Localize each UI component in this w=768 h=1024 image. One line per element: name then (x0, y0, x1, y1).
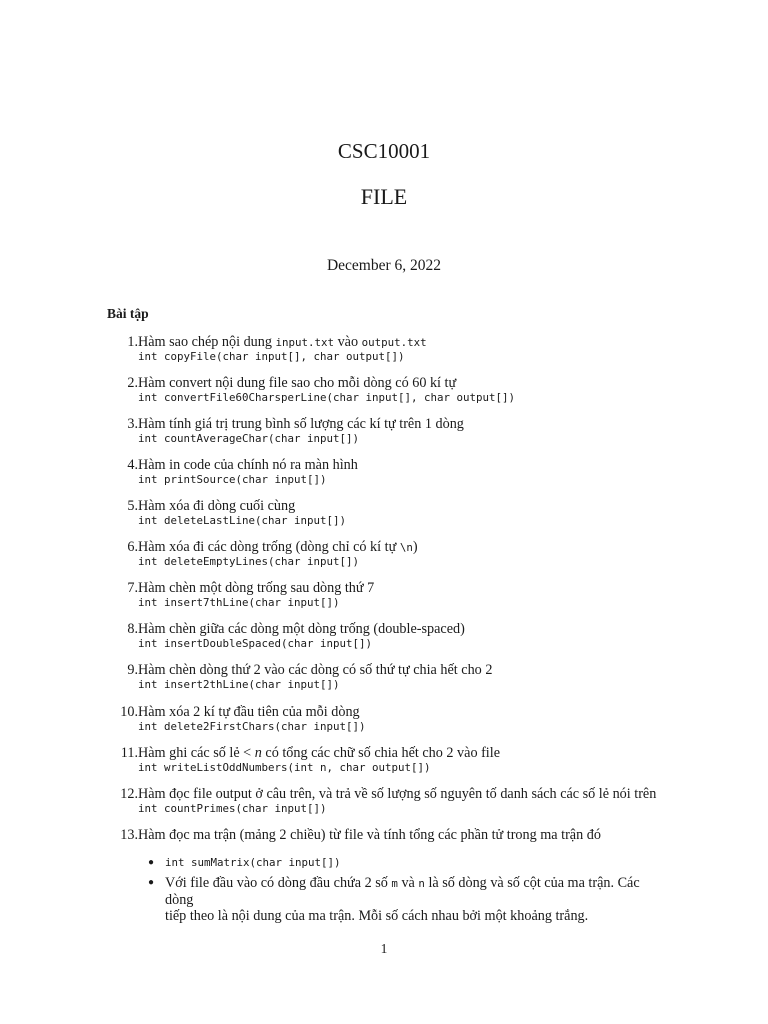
inline-code: output.txt (361, 336, 427, 349)
exercise-description: Hàm convert nội dung file sao cho mỗi dòng có 60 kí tự (138, 375, 457, 391)
exercise-description: Hàm chèn một dòng trống sau dòng thứ 7 (138, 580, 375, 596)
function-signature: int insert7thLine(char input[]) (138, 596, 340, 609)
function-signature: int countPrimes(char input[]) (138, 802, 327, 815)
function-signature: int countAverageChar(char input[]) (138, 432, 360, 445)
exercise-number: 6. (127, 539, 138, 555)
exercise-number: 10. (120, 704, 138, 720)
exercise-number: 12. (120, 786, 138, 802)
exercise-description: Hàm tính giá trị trung bình số lượng các kí tự trên 1 dòng (138, 416, 464, 432)
exercise-number: 11. (120, 745, 138, 761)
exercise-number: 13. (120, 827, 138, 843)
exercise-description: Hàm in code của chính nó ra màn hình (138, 457, 358, 473)
exercise-description: Hàm chèn dòng thứ 2 vào các dòng có số thứ tự chia hết cho 2 (138, 662, 493, 678)
function-signature: int writeListOddNumbers(int n, char output[]) (138, 761, 431, 774)
function-signature: int deleteLastLine(char input[]) (138, 514, 347, 527)
function-signature: int delete2FirstChars(char input[]) (138, 720, 366, 733)
exercise-number: 1. (127, 334, 138, 350)
bullet-text: Với file đầu vào có dòng đầu chứa 2 số m và n là số dòng và số cột của ma trận. Các dòng tiếp theo là nội dung của ma trận. Mỗi số cách nhau bởi một khoảng trắng. (165, 875, 640, 924)
function-signature: int copyFile(char input[], char output[]) (138, 350, 405, 363)
math-variable: n (254, 745, 262, 761)
inline-code: n (418, 877, 425, 890)
exercise-number: 3. (127, 416, 138, 432)
bullet-dot: ● (148, 857, 155, 868)
exercise-description: Hàm xóa 2 kí tự đầu tiên của mỗi dòng (138, 704, 360, 720)
function-signature: int sumMatrix(char input[]) (165, 856, 341, 869)
document-date: December 6, 2022 (326, 257, 442, 274)
function-signature: int insert2thLine(char input[]) (138, 678, 340, 691)
exercise-number: 7. (127, 580, 138, 596)
exercise-description: Hàm xóa đi các dòng trống (dòng chỉ có kí tự \n) (138, 539, 418, 555)
document-title: FILE (360, 184, 408, 209)
inline-code: \n (399, 541, 413, 554)
inline-code: m (391, 877, 398, 890)
exercise-description: Hàm đọc ma trận (mảng 2 chiều) từ file và tính tổng các phần tử trong ma trận đó (138, 827, 601, 843)
function-signature: int insertDoubleSpaced(char input[]) (138, 637, 373, 650)
page-number: 1 (380, 941, 388, 956)
function-signature: int convertFile60CharsperLine(char input[], char output[]) (138, 391, 516, 404)
exercise-number: 5. (127, 498, 138, 514)
inline-code: input.txt (275, 336, 335, 349)
bullet-dot: ● (148, 877, 155, 888)
exercise-description: Hàm chèn giữa các dòng một dòng trống (double-spaced) (138, 621, 465, 637)
function-signature: int printSource(char input[]) (138, 473, 327, 486)
function-signature: int deleteEmptyLines(char input[]) (138, 555, 360, 568)
section-heading: Bài tập (107, 306, 149, 321)
exercise-number: 4. (127, 457, 138, 473)
exercise-description: Hàm đọc file output ở câu trên, và trả về số lượng số nguyên tố danh sách các số lẻ nói trên (138, 786, 657, 802)
exercise-number: 9. (127, 662, 138, 678)
exercise-number: 2. (127, 375, 138, 391)
exercise-description: Hàm xóa đi dòng cuối cùng (138, 498, 296, 514)
course-code: CSC10001 (337, 139, 431, 163)
exercise-description: Hàm sao chép nội dung input.txt vào output.txt (138, 334, 427, 350)
exercise-description: Hàm ghi các số lẻ < n có tổng các chữ số chia hết cho 2 vào file (138, 745, 500, 761)
exercise-number: 8. (127, 621, 138, 637)
